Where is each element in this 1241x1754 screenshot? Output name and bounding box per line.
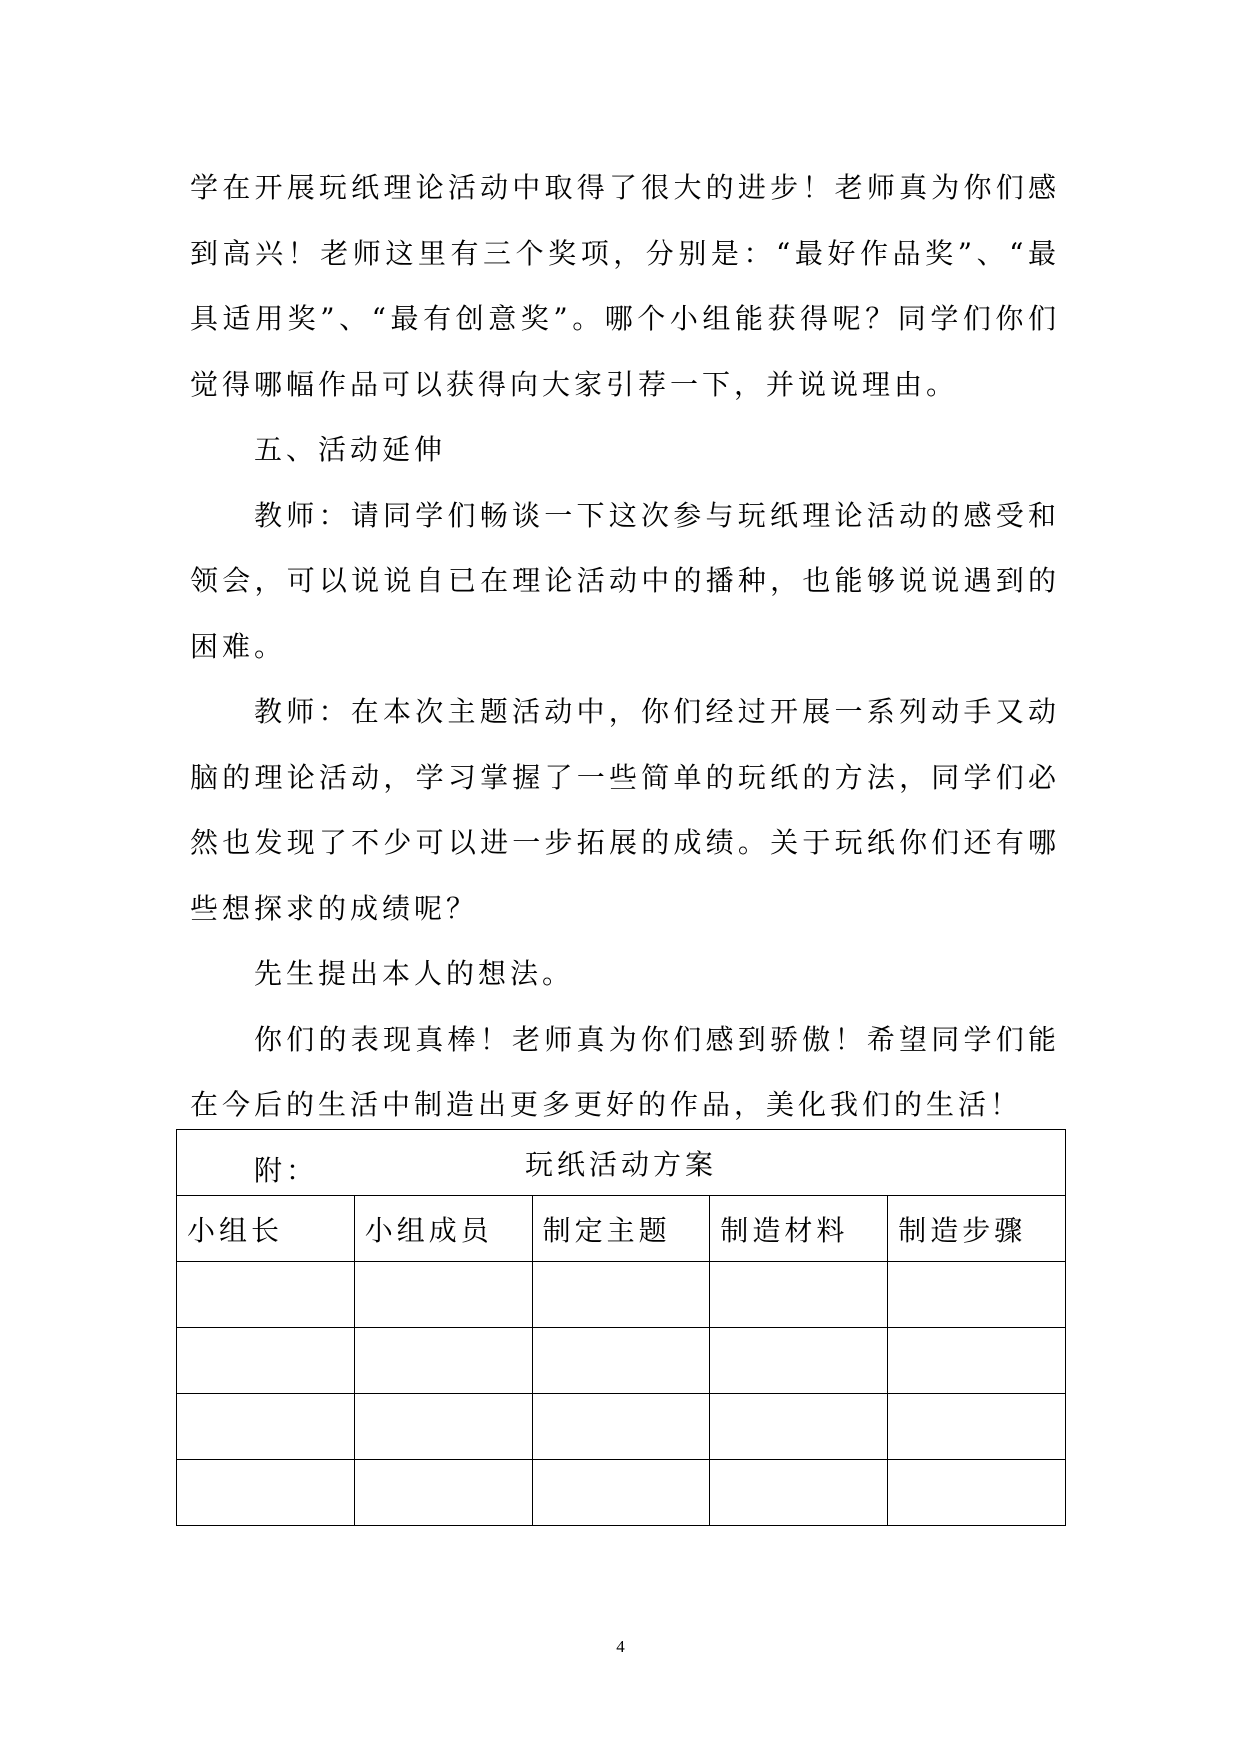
column-header: 制定主题 bbox=[532, 1196, 710, 1262]
paragraph-teacher-summary: 教师：在本次主题活动中，你们经过开展一系列动手又动脑的理论活动，学习掌握了一些简单的玩纸的方法，同学们必然也发现了不少可以进一步拓展的成绩。关于玩纸你们还有哪些想探求的成绩呢？ bbox=[190, 695, 1060, 925]
table-title-row bbox=[177, 1130, 1066, 1196]
table-cell bbox=[888, 1460, 1066, 1526]
table-row bbox=[177, 1328, 1066, 1394]
table-cell bbox=[177, 1394, 355, 1460]
activity-plan-table bbox=[176, 1129, 1066, 1526]
paragraph-teacher-reflection: 教师：请同学们畅谈一下这次参与玩纸理论活动的感受和领会，可以说说自已在理论活动中的播种，也能够说说遇到的困难。 bbox=[190, 498, 1060, 663]
table-cell bbox=[354, 1328, 532, 1394]
table-cell bbox=[532, 1460, 710, 1526]
column-header: 小组长 bbox=[177, 1196, 355, 1262]
table-cell bbox=[532, 1262, 710, 1328]
table-cell bbox=[354, 1394, 532, 1460]
paragraph-closing-praise: 你们的表现真棒！老师真为你们感到骄傲！希望同学们能在今后的生活中制造出更多更好的作品，美化我们的生活！ bbox=[190, 1022, 1060, 1121]
table-header-row bbox=[177, 1196, 1066, 1262]
section-heading-activity-extension: 五、活动延伸 bbox=[254, 433, 447, 466]
body-text bbox=[190, 155, 1060, 1203]
table-row bbox=[177, 1262, 1066, 1328]
table-cell bbox=[354, 1262, 532, 1328]
table-cell bbox=[177, 1328, 355, 1394]
table-cell bbox=[532, 1394, 710, 1460]
table-row bbox=[177, 1460, 1066, 1526]
paragraph-student-ideas: 先生提出本人的想法。 bbox=[254, 957, 575, 990]
column-header: 制造材料 bbox=[710, 1196, 888, 1262]
table-cell bbox=[354, 1460, 532, 1526]
table-cell bbox=[177, 1460, 355, 1526]
table-cell bbox=[888, 1262, 1066, 1328]
table-cell bbox=[177, 1262, 355, 1328]
table-row bbox=[177, 1394, 1066, 1460]
table-cell bbox=[710, 1262, 888, 1328]
paragraph-awards: 学在开展玩纸理论活动中取得了很大的进步！老师真为你们感到高兴！老师这里有三个奖项，分别是：“最好作品奖”、“最具适用奖”、“最有创意奖”。哪个小组能获得呢？同学们你们觉得哪幅作品可以获得向大家引荐一下，并说说理由。 bbox=[190, 171, 1060, 401]
column-header: 小组成员 bbox=[354, 1196, 532, 1262]
table-cell bbox=[532, 1328, 710, 1394]
attachment-label: 附： bbox=[254, 1153, 319, 1187]
table-cell bbox=[710, 1460, 888, 1526]
table-cell bbox=[710, 1328, 888, 1394]
column-header: 制造步骤 bbox=[888, 1196, 1066, 1262]
page-number: 4 bbox=[616, 1637, 625, 1656]
table-title: 玩纸活动方案 bbox=[177, 1130, 1066, 1196]
table-cell bbox=[710, 1394, 888, 1460]
table-cell bbox=[888, 1394, 1066, 1460]
table-cell bbox=[888, 1328, 1066, 1394]
